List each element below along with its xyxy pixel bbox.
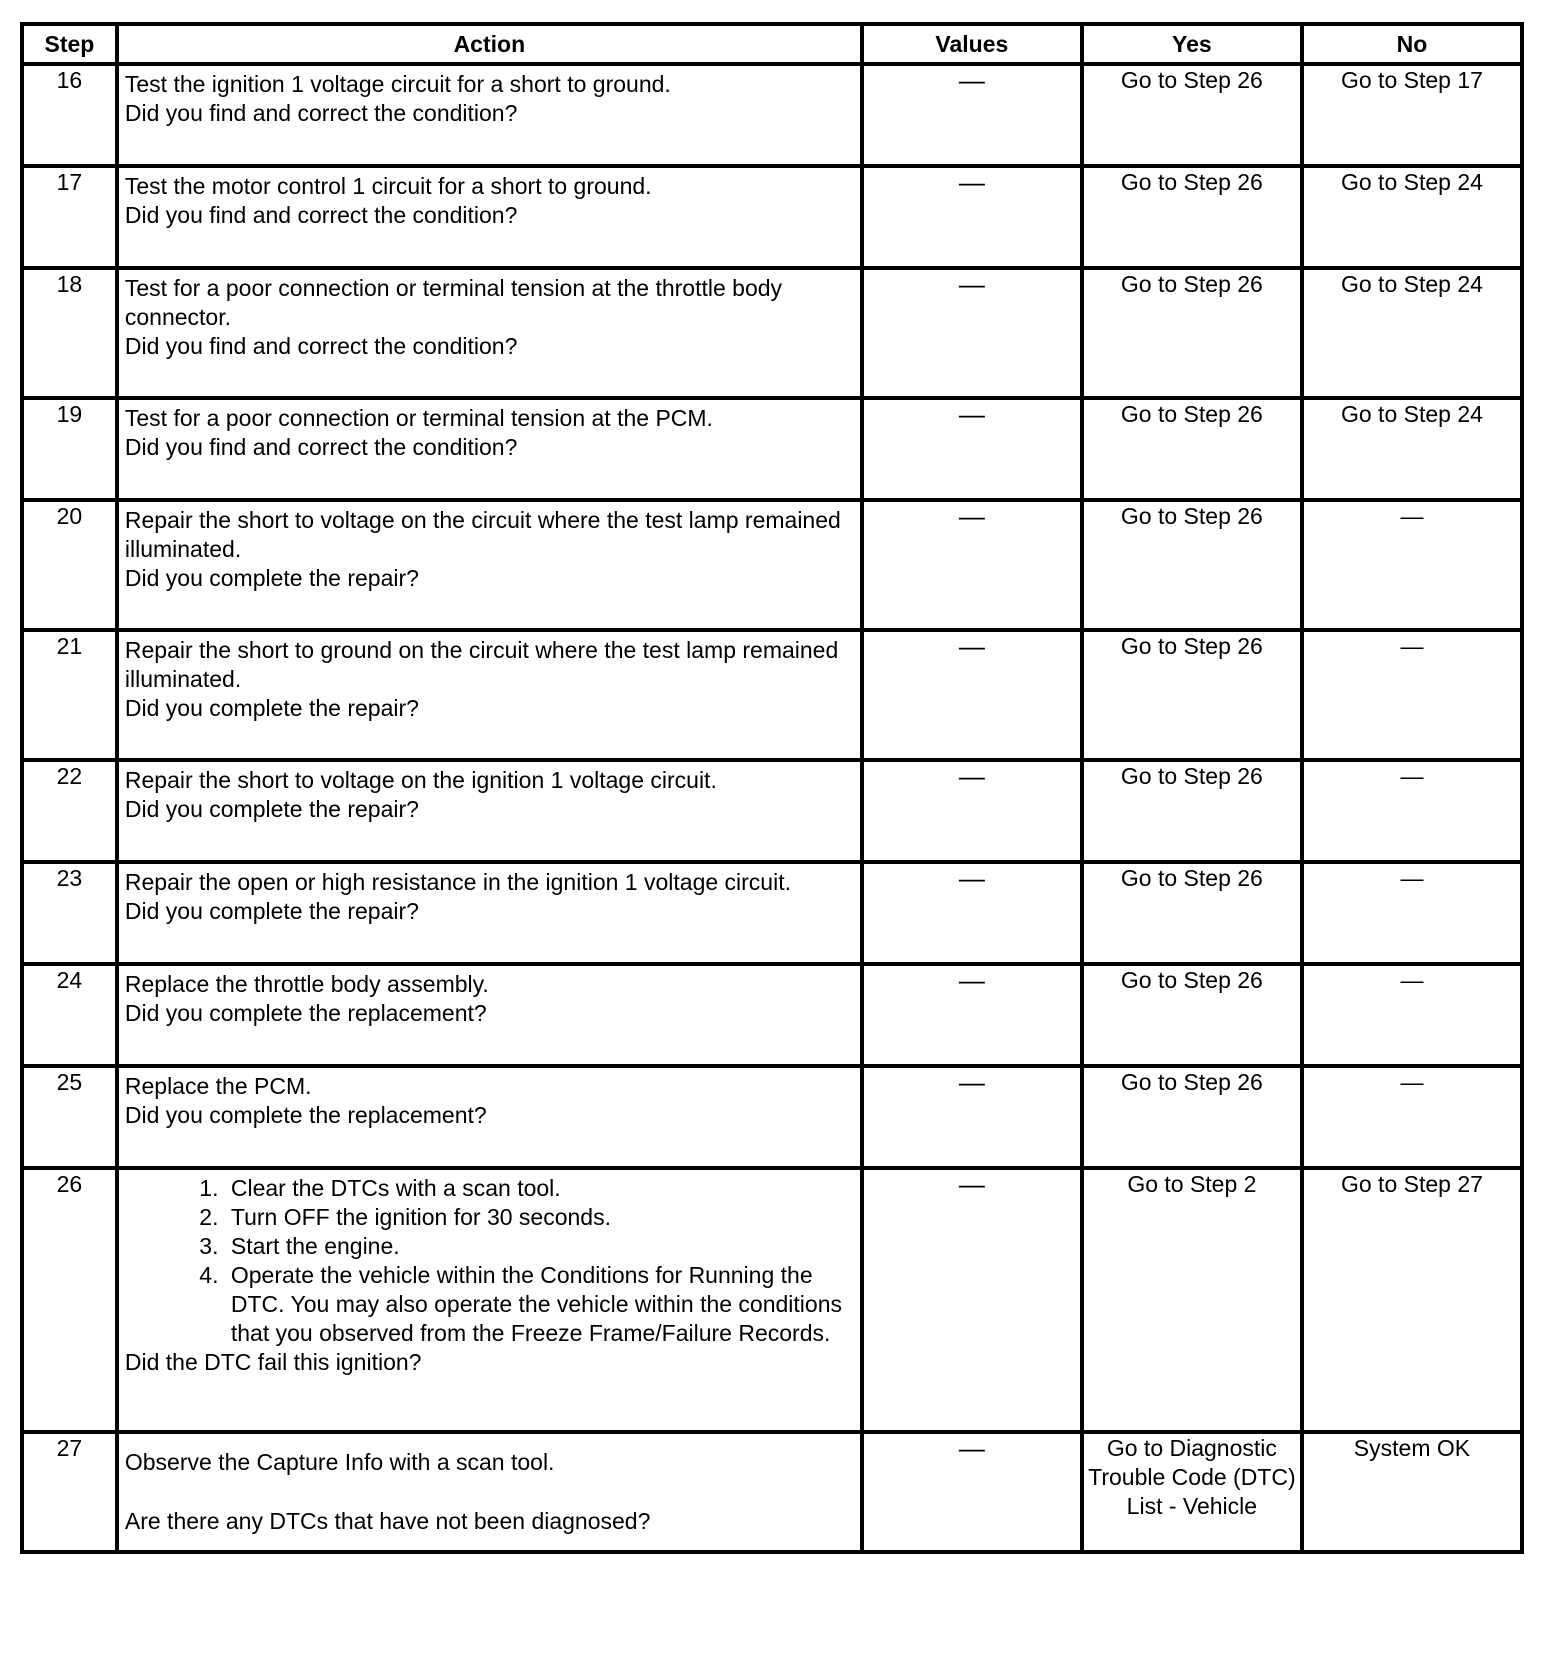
action-question: Did you find and correct the condition? (124, 100, 518, 126)
values-cell: — (862, 1066, 1082, 1168)
values-cell: — (862, 398, 1082, 500)
values-cell: — (862, 64, 1082, 166)
action-text: Repair the short to voltage on the circuit where the test lamp remained illuminated. (124, 507, 841, 562)
header-action: Action (117, 24, 862, 64)
action-question: Did you complete the repair? (124, 898, 419, 924)
header-no: No (1302, 24, 1522, 64)
no-cell: — (1302, 500, 1522, 630)
action-text: Replace the throttle body assembly. (124, 971, 489, 997)
step-number: 22 (22, 760, 117, 862)
yes-cell: Go to Step 26 (1082, 398, 1302, 500)
table-row (22, 500, 1522, 630)
action-question: Did you find and correct the condition? (124, 333, 518, 359)
yes-cell: Go to Step 26 (1082, 630, 1302, 760)
no-cell: Go to Step 24 (1302, 398, 1522, 500)
step-number: 18 (22, 268, 117, 398)
action-cell (117, 760, 862, 862)
action-cell (117, 862, 862, 964)
header-row (22, 24, 1522, 64)
header-yes: Yes (1082, 24, 1302, 64)
table-row (22, 1168, 1522, 1432)
step-number: 17 (22, 166, 117, 268)
action-cell (117, 1066, 862, 1168)
step-number: 19 (22, 398, 117, 500)
step-number: 26 (22, 1168, 117, 1432)
no-cell: Go to Step 17 (1302, 64, 1522, 166)
table-row (22, 64, 1522, 166)
action-text: Repair the short to voltage on the ignition 1 voltage circuit. (124, 767, 717, 793)
action-question: Are there any DTCs that have not been diagnosed? (124, 1508, 651, 1534)
step-number: 27 (22, 1432, 117, 1552)
action-cell (117, 1168, 862, 1432)
action-text: Observe the Capture Info with a scan tool. (124, 1449, 555, 1475)
header-values: Values (862, 24, 1082, 64)
step-number: 24 (22, 964, 117, 1066)
action-text: Repair the short to ground on the circuit where the test lamp remained illuminated. (124, 637, 839, 692)
values-cell: — (862, 760, 1082, 862)
table-row (22, 964, 1522, 1066)
table-row (22, 1432, 1522, 1552)
values-cell: — (862, 862, 1082, 964)
action-text: Test the ignition 1 voltage circuit for a short to ground. (124, 71, 671, 97)
no-cell: — (1302, 760, 1522, 862)
no-cell: Go to Step 27 (1302, 1168, 1522, 1432)
step-number: 23 (22, 862, 117, 964)
table-row (22, 630, 1522, 760)
action-question: Did you find and correct the condition? (124, 202, 518, 228)
header-step: Step (22, 24, 117, 64)
action-cell (117, 500, 862, 630)
values-cell: — (862, 1168, 1082, 1432)
action-cell (117, 268, 862, 398)
action-question: Did you find and correct the condition? (124, 434, 518, 460)
step-number: 21 (22, 630, 117, 760)
list-item: 4. Operate the vehicle within the Conditions for Running the DTC. You may also operate the vehicle within the conditions that you observed from the Freeze Frame/Failure Records. (225, 1261, 854, 1348)
yes-cell: Go to Step 26 (1082, 500, 1302, 630)
no-cell: — (1302, 964, 1522, 1066)
action-question: Did you complete the repair? (124, 796, 419, 822)
no-cell: Go to Step 24 (1302, 166, 1522, 268)
action-question: Did the DTC fail this ignition? (124, 1349, 422, 1375)
action-question: Did you complete the repair? (124, 695, 419, 721)
values-cell: — (862, 1432, 1082, 1552)
values-cell: — (862, 630, 1082, 760)
step-number: 16 (22, 64, 117, 166)
diagnostic-table (20, 22, 1524, 1554)
procedure-list (125, 1174, 854, 1348)
yes-cell: Go to Step 26 (1082, 268, 1302, 398)
table-row (22, 268, 1522, 398)
yes-cell: Go to Step 26 (1082, 862, 1302, 964)
action-text: Test for a poor connection or terminal tension at the throttle body connector. (124, 275, 783, 330)
yes-cell: Go to Step 26 (1082, 964, 1302, 1066)
list-item: 3. Start the engine. (225, 1232, 854, 1261)
action-cell (117, 398, 862, 500)
action-text: Replace the PCM. (124, 1073, 312, 1099)
action-text: Repair the open or high resistance in the ignition 1 voltage circuit. (124, 869, 791, 895)
no-cell: — (1302, 1066, 1522, 1168)
action-text: Test the motor control 1 circuit for a short to ground. (124, 173, 652, 199)
action-question: Did you complete the replacement? (124, 1102, 487, 1128)
no-cell: — (1302, 630, 1522, 760)
no-cell: — (1302, 862, 1522, 964)
yes-cell: Go to Step 26 (1082, 166, 1302, 268)
action-question: Did you complete the repair? (124, 565, 419, 591)
yes-cell: Go to Step 26 (1082, 1066, 1302, 1168)
list-item: 2. Turn OFF the ignition for 30 seconds. (225, 1203, 854, 1232)
table-row (22, 398, 1522, 500)
yes-cell: Go to Step 26 (1082, 64, 1302, 166)
action-cell (117, 630, 862, 760)
table-row (22, 862, 1522, 964)
no-cell: Go to Step 24 (1302, 268, 1522, 398)
action-cell (117, 166, 862, 268)
no-cell: System OK (1302, 1432, 1522, 1552)
yes-cell: Go to Diagnostic Trouble Code (DTC) List - Vehicle (1082, 1432, 1302, 1552)
values-cell: — (862, 500, 1082, 630)
yes-cell: Go to Step 2 (1082, 1168, 1302, 1432)
step-number: 20 (22, 500, 117, 630)
values-cell: — (862, 166, 1082, 268)
action-cell (117, 1432, 862, 1552)
table-row (22, 1066, 1522, 1168)
table-row (22, 760, 1522, 862)
values-cell: — (862, 268, 1082, 398)
values-cell: — (862, 964, 1082, 1066)
action-cell (117, 964, 862, 1066)
action-cell (117, 64, 862, 166)
action-text: Test for a poor connection or terminal tension at the PCM. (124, 405, 713, 431)
list-item: 1. Clear the DTCs with a scan tool. (225, 1174, 854, 1203)
step-number: 25 (22, 1066, 117, 1168)
yes-cell: Go to Step 26 (1082, 760, 1302, 862)
action-question: Did you complete the replacement? (124, 1000, 487, 1026)
table-row (22, 166, 1522, 268)
